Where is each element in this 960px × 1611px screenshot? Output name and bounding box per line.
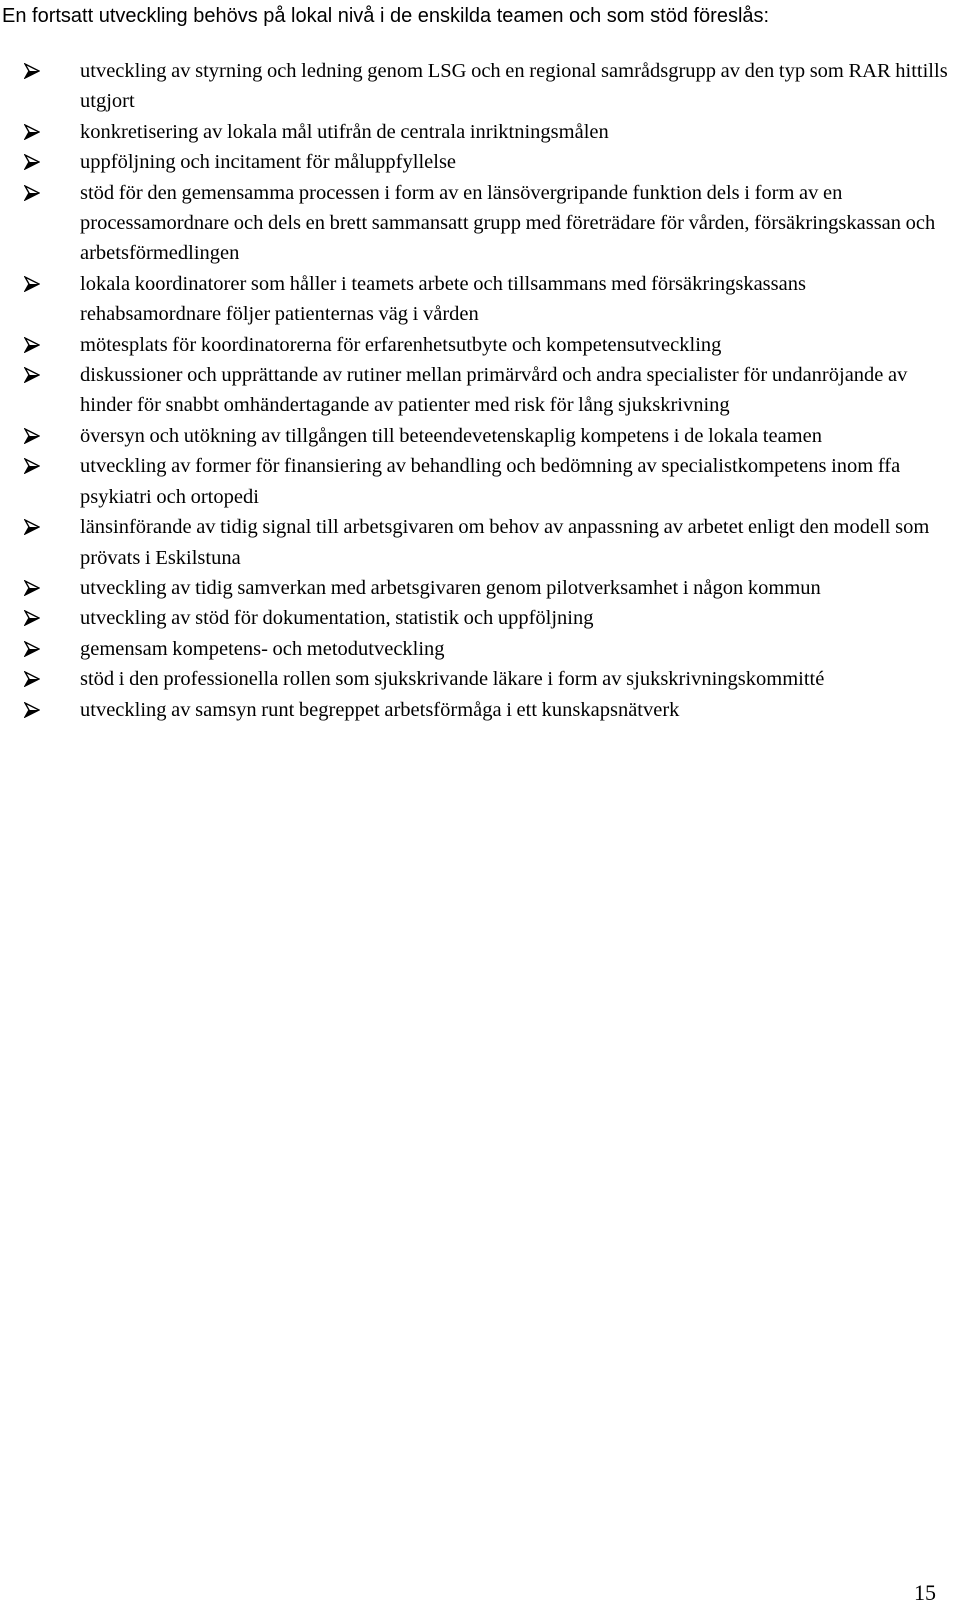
list-item-text: länsinförande av tidig signal till arbetsgivaren om behov av anpassning av arbetet enligt den modell som prövats i Eskilstuna xyxy=(80,516,930,569)
arrowhead-bullet-icon xyxy=(24,367,40,383)
list-item-text: gemensam kompetens- och metodutveckling xyxy=(80,637,445,660)
list-item xyxy=(0,421,950,451)
list-item xyxy=(0,56,950,117)
arrowhead-bullet-icon xyxy=(24,641,40,657)
list-item-text: konkretisering av lokala mål utifrån de centrala inriktningsmålen xyxy=(80,120,609,143)
arrowhead-bullet-icon xyxy=(24,185,40,201)
list-item xyxy=(0,451,950,512)
list-item xyxy=(0,573,950,603)
list-item xyxy=(0,695,950,725)
list-item-text: utveckling av stöd för dokumentation, statistik och uppföljning xyxy=(80,607,594,630)
list-item-text: stöd i den professionella rollen som sjukskrivande läkare i form av sjukskrivningskommitté xyxy=(80,668,825,691)
list-item-text: lokala koordinatorer som håller i teamets arbete och tillsammans med försäkringskassans rehabsamordnare följer patienternas väg i vården xyxy=(80,272,806,326)
list-item xyxy=(0,360,950,421)
intro-text: En fortsatt utveckling behövs på lokal nivå i de enskilda teamen och som stöd föreslås: xyxy=(2,5,770,27)
list-item-text: utveckling av samsyn runt begreppet arbetsförmåga i ett kunskapsnätverk xyxy=(80,698,680,721)
arrowhead-bullet-icon xyxy=(24,276,40,292)
list-item xyxy=(0,603,950,633)
proposal-list xyxy=(0,56,960,725)
list-item xyxy=(0,512,950,573)
list-item xyxy=(0,178,950,269)
list-item xyxy=(0,330,950,360)
page-number: 15 xyxy=(914,1580,936,1605)
list-item-text: utveckling av former för finansiering av behandling och bedömning av specialistkompetens inom ffa psykiatri och ortopedi xyxy=(80,455,901,508)
arrowhead-bullet-icon xyxy=(24,124,40,140)
arrowhead-bullet-icon xyxy=(24,610,40,626)
arrowhead-bullet-icon xyxy=(24,519,40,535)
list-item-text: diskussioner och upprättande av rutiner mellan primärvård och andra specialister för undanröjande av hinder för snabbt omhändertagande av patienter med risk för lång sjukskrivning xyxy=(80,364,908,417)
list-item-text: stöd för den gemensamma processen i form av en länsövergripande funktion dels i form av en processamordnare och dels en brett sammansatt grupp med företrädare för vården, försäkringskassan och arbetsförmedlingen xyxy=(80,181,936,265)
arrowhead-bullet-icon xyxy=(24,702,40,718)
list-item xyxy=(0,147,950,177)
arrowhead-bullet-icon xyxy=(24,428,40,444)
arrowhead-bullet-icon xyxy=(24,63,40,79)
list-item-text: mötesplats för koordinatorerna för erfarenhetsutbyte och kompetensutveckling xyxy=(80,333,722,356)
list-item-text: utveckling av tidig samverkan med arbetsgivaren genom pilotverksamhet i någon kommun xyxy=(80,576,821,599)
list-item-text: uppföljning och incitament för måluppfyllelse xyxy=(80,151,457,174)
list-item-text: översyn och utökning av tillgången till beteendevetenskaplig kompetens i de lokala teamen xyxy=(80,424,822,447)
list-item-text: utveckling av styrning och ledning genom LSG och en regional samrådsgrupp av den typ som RAR hittills utgjort xyxy=(80,60,948,113)
arrowhead-bullet-icon xyxy=(24,580,40,596)
list-item xyxy=(0,634,950,664)
arrowhead-bullet-icon xyxy=(24,671,40,687)
arrowhead-bullet-icon xyxy=(24,458,40,474)
arrowhead-bullet-icon xyxy=(24,337,40,353)
list-item xyxy=(0,117,950,147)
list-item xyxy=(0,664,950,694)
list-item xyxy=(0,269,950,330)
arrowhead-bullet-icon xyxy=(24,154,40,170)
